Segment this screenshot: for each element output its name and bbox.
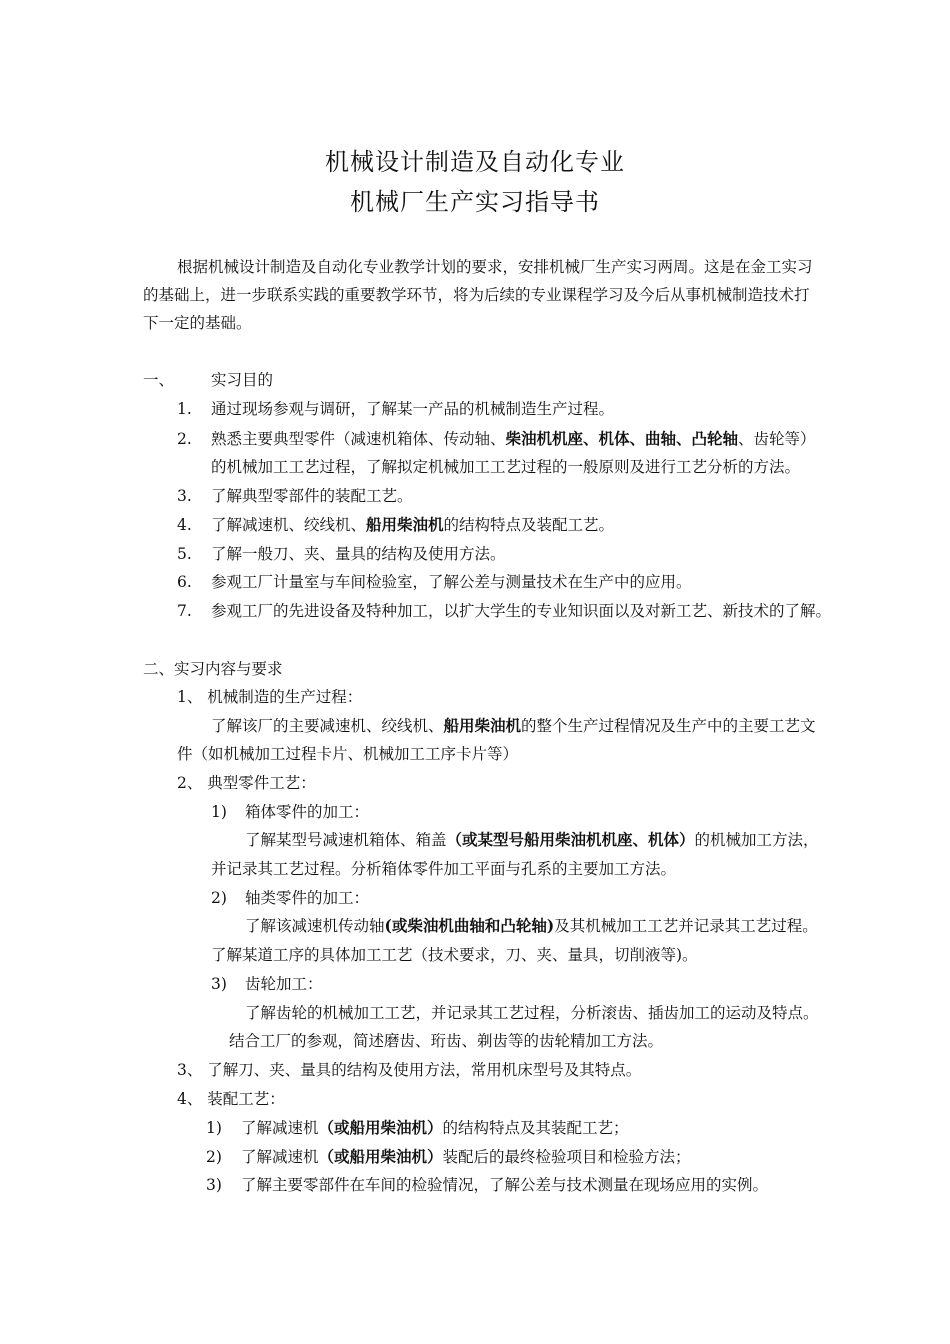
s2-sub4-item1-text: 了解减速机（或船用柴油机）的结构特点及其装配工艺； xyxy=(241,1118,629,1137)
s2-sub4-item1-num: 1) xyxy=(206,1119,222,1137)
s1-item-2-cont: 的机械加工工艺过程，了解拟定机械加工工艺过程的一般原则及进行工艺分析的方法。 xyxy=(211,458,801,476)
s2-sub2-item3-num: 3) xyxy=(211,975,227,993)
section1-heading: 实习目的 xyxy=(211,371,274,389)
s1-item-6-text: 参观工厂计量室与车间检验室，了解公差与测量技术在生产中的应用。 xyxy=(211,573,692,591)
s2-sub2-item1-title: 箱体零件的加工： xyxy=(245,803,370,821)
section1-marker: 一、 xyxy=(143,371,175,389)
s1-item-2-text: 熟悉主要典型零件（减速机箱体、传动轴、柴油机机座、机体、曲轴、凸轮轴、齿轮等） xyxy=(211,429,816,448)
s2-sub1-para-2: 件（如机械加工过程卡片、机械加工工序卡片等） xyxy=(177,745,519,763)
s2-sub3-title: 3、 了解刀、夹、量具的结构及使用方法，常用机床型号及其特点。 xyxy=(177,1061,642,1079)
s1-item-7-num: 7. xyxy=(177,602,192,620)
document-title-line1: 机械设计制造及自动化专业 xyxy=(325,148,625,176)
s2-sub1-title: 1、 机械制造的生产过程： xyxy=(177,688,363,706)
s1-item-2-num: 2. xyxy=(177,430,192,448)
document-title-line2: 机械厂生产实习指导书 xyxy=(350,188,600,216)
s2-sub4-title: 4、 装配工艺： xyxy=(177,1090,285,1108)
s2-sub2-item2-line2: 了解某道工序的具体加工工艺（技术要求，刀、夹、量具，切削液等)。 xyxy=(211,946,698,964)
s1-item-3-text: 了解典型零部件的装配工艺。 xyxy=(211,487,413,505)
s1-item-7-text: 参观工厂的先进设备及特种加工，以扩大学生的专业知识面以及对新工艺、新技术的了解。 xyxy=(211,602,832,620)
intro-line-1: 根据机械设计制造及自动化专业教学计划的要求，安排机械厂生产实习两周。这是在金工实习 xyxy=(177,258,813,276)
s2-sub2-item1-line1: 了解某型号减速机箱体、箱盖（或某型号船用柴油机机座、机体）的机械加工方法， xyxy=(245,830,819,849)
intro-line-3: 下一定的基础。 xyxy=(143,314,252,332)
intro-line-2: 的基础上，进一步联系实践的重要教学环节，将为后续的专业课程学习及今后从事机械制造技术打 xyxy=(143,286,810,304)
s1-item-4-text: 了解减速机、绞线机、船用柴油机的结构特点及装配工艺。 xyxy=(211,515,615,534)
s1-item-1-num: 1. xyxy=(177,400,192,418)
s1-item-5-num: 5. xyxy=(177,545,192,563)
s1-item-1-text: 通过现场参观与调研，了解某一产品的机械制造生产过程。 xyxy=(211,400,615,418)
s2-sub2-item2-line1: 了解该减速机传动轴(或柴油机曲轴和凸轮轴)及其机械加工工艺并记录其工艺过程。 xyxy=(245,916,818,935)
s2-sub2-item1-line2: 并记录其工艺过程。分析箱体零件加工平面与孔系的主要加工方法。 xyxy=(211,860,677,878)
s2-sub2-item3-line1: 了解齿轮的机械加工工艺，并记录其工艺过程，分析滚齿、插齿加工的运动及特点。 xyxy=(245,1004,819,1022)
s2-sub4-item3-text: 了解主要零部件在车间的检验情况，了解公差与技术测量在现场应用的实例。 xyxy=(241,1176,769,1194)
s2-sub4-item2-num: 2) xyxy=(206,1148,222,1166)
s2-sub4-item3-num: 3) xyxy=(206,1176,222,1194)
s2-sub1-para-1: 了解该厂的主要减速机、绞线机、船用柴油机的整个生产过程情况及生产中的主要工艺文 xyxy=(211,716,816,735)
s2-sub2-title: 2、 典型零件工艺： xyxy=(177,774,316,792)
s2-sub2-item3-line2: 结合工厂的参观，简述磨齿、珩齿、剃齿等的齿轮精加工方法。 xyxy=(229,1032,664,1050)
s2-sub2-item2-num: 2) xyxy=(211,889,227,907)
s1-item-6-num: 6. xyxy=(177,573,192,591)
s1-item-5-text: 了解一般刀、夹、量具的结构及使用方法。 xyxy=(211,545,506,563)
s2-sub4-item2-text: 了解减速机（或船用柴油机）装配后的最终检验项目和检验方法； xyxy=(241,1147,691,1166)
s2-sub2-item1-num: 1) xyxy=(211,803,227,821)
s2-sub2-item2-title: 轴类零件的加工： xyxy=(245,889,370,907)
section2-heading: 二、实习内容与要求 xyxy=(143,660,283,678)
s1-item-3-num: 3. xyxy=(177,487,192,505)
s1-item-4-num: 4. xyxy=(177,516,192,534)
s2-sub2-item3-title: 齿轮加工： xyxy=(245,975,323,993)
